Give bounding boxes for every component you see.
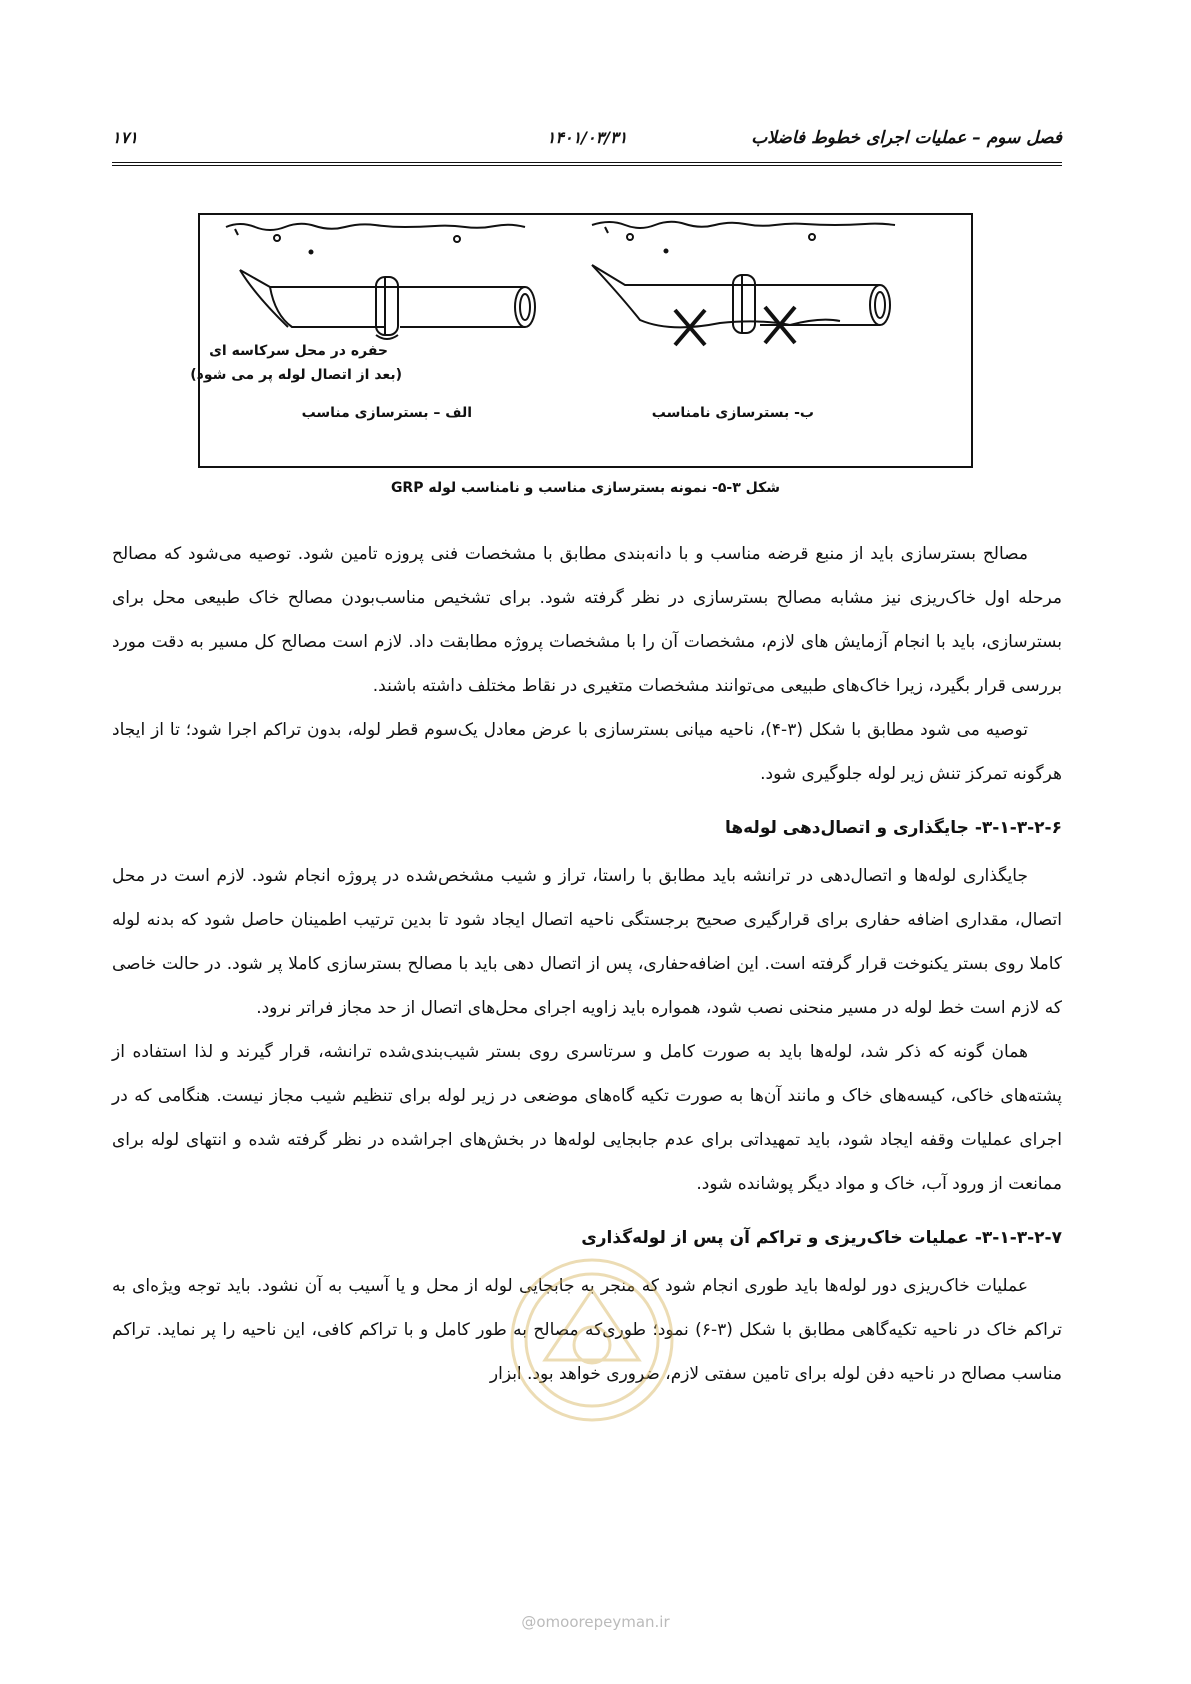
proper-bedding-title: الف – بسترسازی مناسب: [301, 405, 472, 421]
watermark-seal: [505, 1240, 680, 1440]
bedding-illustration: [200, 215, 971, 466]
improper-bedding-title: ب- بسترسازی نامناسب: [651, 405, 814, 421]
chapter-title: فصل سوم – عملیات اجرای خطوط فاضلاب: [751, 128, 1062, 148]
paragraph: همان گونه که ذکر شد، لوله‌ها باید به صورت کامل و سرتاسری روی بستر شیب‌بندی‌شده ترانشه، قرار گیرند و لذا استفاده از پشته‌های خاکی، کیسه‌های خاک و مانند آن‌ها به صورت تکیه گاه‌های موضعی در زیر لوله برای تنظیم شیب مجاز نیست. هنگامی که در اجرای عملیات وقفه ایجاد شود، باید تمهیداتی برای عدم جابجایی لوله‌ها در بخش‌های اجراشده در نظر گرفته شده و انتهای لوله برای ممانعت از ورود آب، خاک و مواد دیگر پوشانده شود.: [112, 1042, 1062, 1194]
watermark-url: @omoorepeyman.ir: [521, 1613, 670, 1631]
page-header: [112, 128, 1062, 158]
paragraph: توصیه می شود مطابق با شکل (۳-۴)، ناحیه میانی بسترسازی با عرض معادل یک‌سوم قطر لوله، بدون تراکم اجرا شود؛ تا از ایجاد هرگونه تمرکز تنش زیر لوله جلوگیری شود.: [112, 720, 1062, 784]
header-rule: [112, 162, 1062, 166]
x-mark-icon: [675, 307, 795, 345]
figure-caption: شکل ۳-۵- نمونه بسترسازی مناسب و نامناسب لوله GRP: [390, 480, 781, 496]
section-heading: ۳-۱-۳-۲-۷- عملیات خاک‌ریزی و تراکم آن پس از لوله‌گذاری: [581, 1228, 1062, 1248]
paragraph: جایگذاری لوله‌ها و اتصال‌دهی در ترانشه باید مطابق با راستا، تراز و شیب مشخص‌شده در پروژه انجام شود. لازم است در محل اتصال، مقداری اضافه حفاری برای قرارگیری صحیح برجستگی ناحیه اتصال ایجاد شود تا بدین ترتیب اطمینان حاصل شود که بدنه لوله کاملا روی بستر یکنوخت قرار گرفته است. این اضافه‌حفاری، پس از اتصال دهی باید با مصالح بسترسازی کاملا پر شود. در حالت خاصی که لازم است خط لوله در مسیر منحنی نصب شود، همواره باید زاویه اجرای محل‌های اتصال از حد مجاز فراتر نرود.: [112, 866, 1062, 1018]
paragraph: مصالح بسترسازی باید از منبع قرضه مناسب و با دانه‌بندی مطابق با مشخصات فنی پروزه تامین شود. توصیه می‌شود که مصالح مرحله اول خاک‌ریزی نیز مشابه مصالح بسترسازی در نظر گرفته شود. برای تشخیص مناسب‌بودن مصالح خاک طبیعی محل برای بسترسازی، باید با انجام آزمایش های لازم، مشخصات آن را با مشخصات پروژه مطابقت داد. لازم است مصالح کل مسیر به دقت مورد بررسی قرار بگیرد، زیرا خاک‌های طبیعی می‌توانند مشخصات متغیری در نقاط مختلف داشته باشند.: [112, 544, 1062, 696]
joint-hole-label: حفره در محل سرکاسه ای: [209, 343, 388, 359]
proper-bedding-drawing: [226, 224, 535, 339]
section-heading: ۳-۱-۳-۲-۶- جایگذاری و اتصال‌دهی لوله‌ها: [724, 818, 1062, 838]
page-number: ۱۷۱: [112, 128, 138, 147]
paragraph: عملیات خاک‌ریزی دور لوله‌ها باید طوری انجام شود که منجر به جابجایی لوله از محل و یا آسیب به آن نشود. باید توجه ویژه‌ای به تراکم خاک در ناحیه تکیه‌گاهی مطابق با شکل (۳-۶) نمود؛ طوری‌که مصالح به طور کامل و با تراکم کافی، این ناحیه را پر نماید. تراکم مناسب مصالح در ناحیه دفن لوله برای تامین سفتی لازم، ضروری خواهد بود. ابزار: [112, 1276, 1063, 1384]
figure-pipe-bedding: [190, 213, 973, 468]
improper-bedding-drawing: [592, 222, 895, 333]
header-date: ۱۴۰۱/۰۳/۳۱: [546, 128, 628, 147]
joint-hole-note: (بعد از اتصال لوله پر می شود): [190, 367, 402, 383]
